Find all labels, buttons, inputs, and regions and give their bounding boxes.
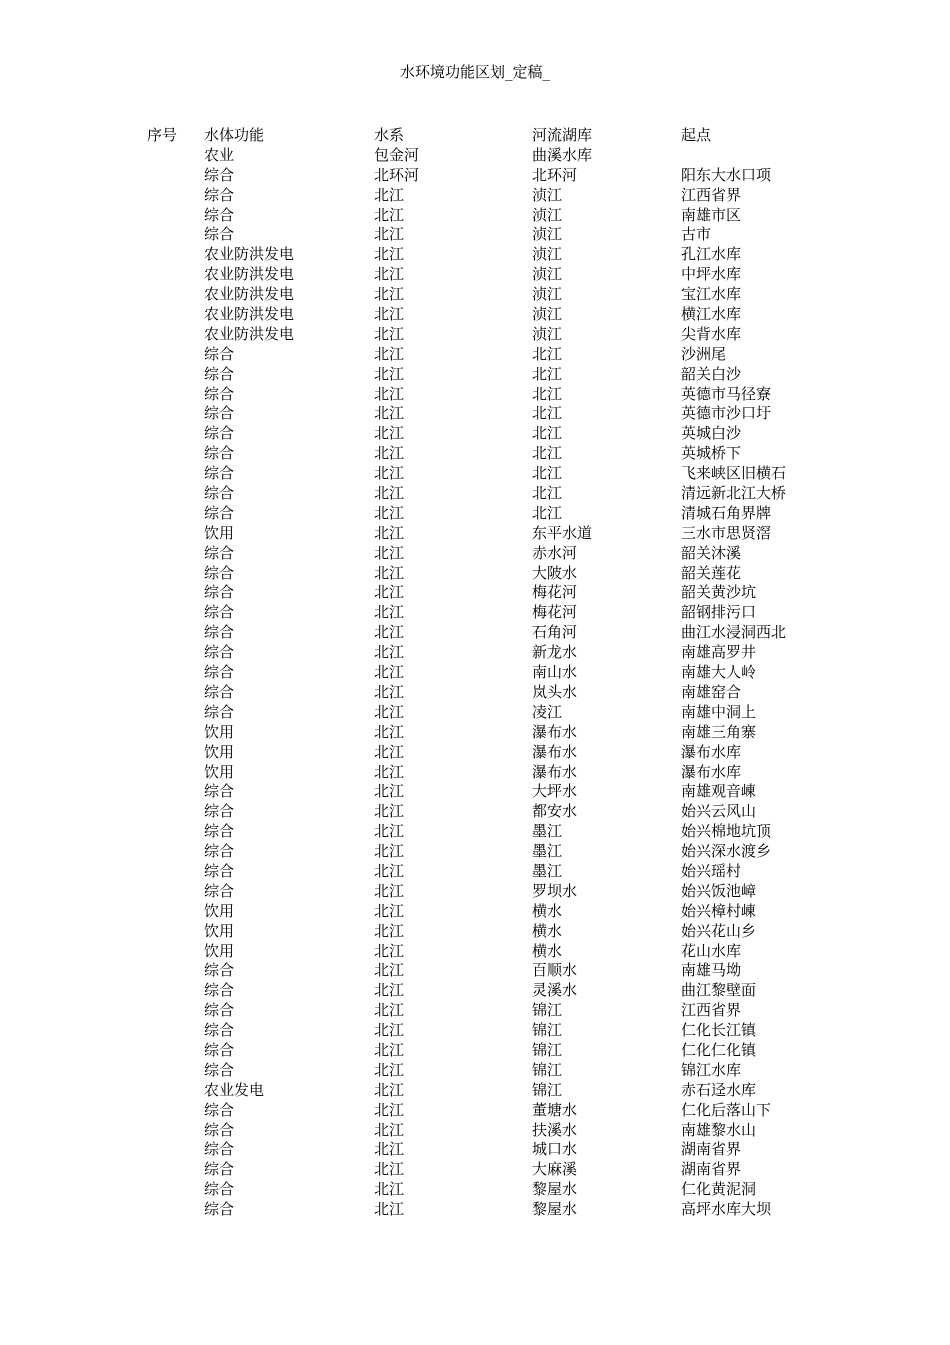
water-system-cell: 北江: [374, 563, 405, 582]
water-function-cell: 综合: [204, 583, 235, 602]
water-function-table: [0, 126, 950, 1220]
table-row: [0, 822, 950, 842]
start-point-cell: 南雄三角寨: [681, 722, 757, 741]
water-function-cell: 综合: [204, 782, 235, 801]
river-lake-reservoir-cell: 灵溪水: [532, 981, 578, 1000]
water-system-cell: 北江: [374, 782, 405, 801]
water-function-cell: 综合: [204, 1001, 235, 1020]
water-function-cell: 综合: [204, 881, 235, 900]
table-row: [0, 385, 950, 405]
water-function-cell: 综合: [204, 225, 235, 244]
table-row: [0, 424, 950, 444]
start-point-cell: 英德市马径寮: [681, 384, 772, 403]
table-row: [0, 763, 950, 783]
river-lake-reservoir-cell: 梅花河: [532, 583, 578, 602]
table-row: [0, 1160, 950, 1180]
start-point-cell: 瀑布水库: [681, 762, 742, 781]
river-lake-reservoir-cell: 锦江: [532, 1060, 563, 1079]
start-point-cell: 韶关莲花: [681, 563, 742, 582]
water-system-cell: 北江: [374, 205, 405, 224]
header-water-system: 水系: [374, 126, 405, 144]
start-point-cell: 中坪水库: [681, 265, 742, 284]
start-point-cell: 仁化长江镇: [681, 1021, 757, 1040]
water-function-cell: 综合: [204, 822, 235, 841]
water-function-cell: 综合: [204, 981, 235, 1000]
table-row: [0, 1180, 950, 1200]
start-point-cell: 孔江水库: [681, 245, 742, 264]
water-function-cell: 农业防洪发电: [204, 285, 295, 304]
river-lake-reservoir-cell: 北江: [532, 503, 563, 522]
table-row: [0, 305, 950, 325]
river-lake-reservoir-cell: 横水: [532, 901, 563, 920]
start-point-cell: 始兴饭池嶂: [681, 881, 757, 900]
water-function-cell: 综合: [204, 503, 235, 522]
table-row: [0, 564, 950, 584]
river-lake-reservoir-cell: 南山水: [532, 663, 578, 682]
water-system-cell: 北江: [374, 285, 405, 304]
water-function-cell: 农业防洪发电: [204, 305, 295, 324]
start-point-cell: 古市: [681, 225, 712, 244]
start-point-cell: 曲江水浸洞西北: [681, 623, 787, 642]
water-function-cell: 饮用: [204, 941, 235, 960]
water-function-cell: 饮用: [204, 523, 235, 542]
water-system-cell: 北江: [374, 583, 405, 602]
water-system-cell: 北江: [374, 1140, 405, 1159]
water-function-cell: 饮用: [204, 742, 235, 761]
water-system-cell: 北江: [374, 921, 405, 940]
water-system-cell: 北江: [374, 842, 405, 861]
start-point-cell: 仁化后落山下: [681, 1100, 772, 1119]
table-row: [0, 922, 950, 942]
table-row: [0, 1101, 950, 1121]
water-system-cell: 北江: [374, 1040, 405, 1059]
start-point-cell: 南雄马坳: [681, 961, 742, 980]
river-lake-reservoir-cell: 浈江: [532, 305, 563, 324]
water-function-cell: 综合: [204, 563, 235, 582]
start-point-cell: 仁化黄泥洞: [681, 1180, 757, 1199]
start-point-cell: 南雄观音崠: [681, 782, 757, 801]
water-system-cell: 北江: [374, 523, 405, 542]
water-function-cell: 农业发电: [204, 1080, 265, 1099]
water-system-cell: 北江: [374, 981, 405, 1000]
water-system-cell: 北江: [374, 623, 405, 642]
start-point-cell: 曲江黎壁面: [681, 981, 757, 1000]
water-function-cell: 综合: [204, 1200, 235, 1219]
start-point-cell: 飞来峡区旧横石: [681, 464, 787, 483]
start-point-cell: 始兴棉地坑顶: [681, 822, 772, 841]
water-function-cell: 综合: [204, 384, 235, 403]
water-system-cell: 北江: [374, 324, 405, 343]
water-system-cell: 北江: [374, 1001, 405, 1020]
river-lake-reservoir-cell: 横水: [532, 941, 563, 960]
water-system-cell: 北江: [374, 305, 405, 324]
start-point-cell: 始兴深水渡乡: [681, 842, 772, 861]
table-row: [0, 802, 950, 822]
start-point-cell: 英德市沙口圩: [681, 404, 772, 423]
water-function-cell: 农业防洪发电: [204, 265, 295, 284]
start-point-cell: 湖南省界: [681, 1140, 742, 1159]
water-function-cell: 综合: [204, 543, 235, 562]
river-lake-reservoir-cell: 凌江: [532, 702, 563, 721]
water-function-cell: 综合: [204, 702, 235, 721]
table-row: [0, 1200, 950, 1220]
start-point-cell: 英城白沙: [681, 424, 742, 443]
water-function-cell: 综合: [204, 1160, 235, 1179]
river-lake-reservoir-cell: 瀑布水: [532, 742, 578, 761]
table-row: [0, 723, 950, 743]
start-point-cell: 清远新北江大桥: [681, 484, 787, 503]
water-system-cell: 北江: [374, 364, 405, 383]
water-system-cell: 北江: [374, 702, 405, 721]
river-lake-reservoir-cell: 扶溪水: [532, 1120, 578, 1139]
water-function-cell: 综合: [204, 1021, 235, 1040]
water-system-cell: 北江: [374, 881, 405, 900]
table-row: [0, 1081, 950, 1101]
table-row: [0, 444, 950, 464]
table-row: [0, 285, 950, 305]
water-function-cell: 综合: [204, 185, 235, 204]
river-lake-reservoir-cell: 锦江: [532, 1001, 563, 1020]
water-function-cell: 综合: [204, 165, 235, 184]
river-lake-reservoir-cell: 浈江: [532, 324, 563, 343]
start-point-cell: 尖背水库: [681, 324, 742, 343]
water-function-cell: 综合: [204, 1180, 235, 1199]
water-function-cell: 综合: [204, 842, 235, 861]
river-lake-reservoir-cell: 赤水河: [532, 543, 578, 562]
water-function-cell: 综合: [204, 861, 235, 880]
water-system-cell: 北江: [374, 722, 405, 741]
river-lake-reservoir-cell: 大麻溪: [532, 1160, 578, 1179]
river-lake-reservoir-cell: 北江: [532, 444, 563, 463]
water-system-cell: 北江: [374, 682, 405, 701]
water-system-cell: 北江: [374, 404, 405, 423]
start-point-cell: 三水市思贤滘: [681, 523, 772, 542]
river-lake-reservoir-cell: 北江: [532, 424, 563, 443]
start-point-cell: 赤石迳水库: [681, 1080, 757, 1099]
table-row: [0, 683, 950, 703]
table-row: [0, 1021, 950, 1041]
river-lake-reservoir-cell: 浈江: [532, 265, 563, 284]
river-lake-reservoir-cell: 罗坝水: [532, 881, 578, 900]
water-system-cell: 北江: [374, 762, 405, 781]
water-function-cell: 饮用: [204, 762, 235, 781]
river-lake-reservoir-cell: 锦江: [532, 1080, 563, 1099]
start-point-cell: 高坪水库大坝: [681, 1200, 772, 1219]
table-row: [0, 504, 950, 524]
water-function-cell: 综合: [204, 1120, 235, 1139]
header-start-point: 起点: [681, 126, 712, 144]
table-row: [0, 663, 950, 683]
river-lake-reservoir-cell: 大陂水: [532, 563, 578, 582]
river-lake-reservoir-cell: 黎屋水: [532, 1200, 578, 1219]
header-serial-number: 序号: [147, 126, 178, 144]
water-function-cell: 饮用: [204, 921, 235, 940]
water-system-cell: 北江: [374, 861, 405, 880]
water-function-cell: 综合: [204, 603, 235, 622]
table-row: [0, 325, 950, 345]
start-point-cell: 锦江水库: [681, 1060, 742, 1079]
river-lake-reservoir-cell: 锦江: [532, 1021, 563, 1040]
start-point-cell: 英城桥下: [681, 444, 742, 463]
water-system-cell: 北江: [374, 265, 405, 284]
water-function-cell: 农业: [204, 145, 235, 164]
table-row: [0, 961, 950, 981]
table-row: [0, 942, 950, 962]
water-function-cell: 综合: [204, 1060, 235, 1079]
start-point-cell: 江西省界: [681, 1001, 742, 1020]
table-row: [0, 484, 950, 504]
page-title: 水环境功能区划_定稿_: [399, 63, 550, 81]
water-system-cell: 北江: [374, 543, 405, 562]
start-point-cell: 江西省界: [681, 185, 742, 204]
water-system-cell: 北江: [374, 484, 405, 503]
table-row: [0, 623, 950, 643]
table-row: [0, 245, 950, 265]
table-row: [0, 1041, 950, 1061]
river-lake-reservoir-cell: 北江: [532, 344, 563, 363]
water-system-cell: 北江: [374, 742, 405, 761]
water-function-cell: 综合: [204, 682, 235, 701]
table-row: [0, 703, 950, 723]
water-system-cell: 北江: [374, 663, 405, 682]
water-system-cell: 北江: [374, 822, 405, 841]
water-system-cell: 北江: [374, 1021, 405, 1040]
water-system-cell: 北江: [374, 802, 405, 821]
water-system-cell: 北江: [374, 1180, 405, 1199]
table-row: [0, 365, 950, 385]
water-function-cell: 综合: [204, 1100, 235, 1119]
table-row: [0, 1140, 950, 1160]
water-function-cell: 综合: [204, 1140, 235, 1159]
water-system-cell: 北江: [374, 424, 405, 443]
water-system-cell: 包金河: [374, 145, 420, 164]
table-row: [0, 902, 950, 922]
start-point-cell: 仁化仁化镇: [681, 1040, 757, 1059]
start-point-cell: 南雄中洞上: [681, 702, 757, 721]
start-point-cell: 南雄大人岭: [681, 663, 757, 682]
start-point-cell: 南雄市区: [681, 205, 742, 224]
start-point-cell: 清城石角界牌: [681, 503, 772, 522]
water-function-cell: 综合: [204, 623, 235, 642]
river-lake-reservoir-cell: 北江: [532, 384, 563, 403]
table-row: [0, 464, 950, 484]
table-row: [0, 186, 950, 206]
table-row: [0, 862, 950, 882]
water-system-cell: 北江: [374, 1120, 405, 1139]
water-function-cell: 饮用: [204, 901, 235, 920]
river-lake-reservoir-cell: 大坪水: [532, 782, 578, 801]
table-row: [0, 882, 950, 902]
start-point-cell: 韶关沐溪: [681, 543, 742, 562]
water-function-cell: 综合: [204, 484, 235, 503]
table-row: [0, 1061, 950, 1081]
start-point-cell: 瀑布水库: [681, 742, 742, 761]
table-row: [0, 782, 950, 802]
start-point-cell: 始兴樟村崠: [681, 901, 757, 920]
water-system-cell: 北江: [374, 503, 405, 522]
water-function-cell: 农业防洪发电: [204, 324, 295, 343]
river-lake-reservoir-cell: 北江: [532, 364, 563, 383]
water-system-cell: 北江: [374, 1080, 405, 1099]
river-lake-reservoir-cell: 浈江: [532, 225, 563, 244]
water-function-cell: 综合: [204, 424, 235, 443]
table-row: [0, 643, 950, 663]
start-point-cell: 沙洲尾: [681, 344, 727, 363]
start-point-cell: 韶关黄沙坑: [681, 583, 757, 602]
water-function-cell: 综合: [204, 961, 235, 980]
water-system-cell: 北江: [374, 464, 405, 483]
table-row: [0, 225, 950, 245]
water-system-cell: 北江: [374, 444, 405, 463]
water-system-cell: 北江: [374, 1200, 405, 1219]
water-system-cell: 北环河: [374, 165, 420, 184]
river-lake-reservoir-cell: 浈江: [532, 205, 563, 224]
river-lake-reservoir-cell: 黎屋水: [532, 1180, 578, 1199]
river-lake-reservoir-cell: 锦江: [532, 1040, 563, 1059]
table-row: [0, 583, 950, 603]
river-lake-reservoir-cell: 北江: [532, 464, 563, 483]
table-row: [0, 544, 950, 564]
start-point-cell: 横江水库: [681, 305, 742, 324]
water-system-cell: 北江: [374, 961, 405, 980]
river-lake-reservoir-cell: 墨江: [532, 861, 563, 880]
table-row: [0, 842, 950, 862]
table-row: [0, 603, 950, 623]
start-point-cell: 南雄窑合: [681, 682, 742, 701]
table-row: [0, 1121, 950, 1141]
table-row: [0, 345, 950, 365]
start-point-cell: 湖南省界: [681, 1160, 742, 1179]
water-system-cell: 北江: [374, 643, 405, 662]
water-system-cell: 北江: [374, 1100, 405, 1119]
river-lake-reservoir-cell: 石角河: [532, 623, 578, 642]
table-row: [0, 265, 950, 285]
start-point-cell: 花山水库: [681, 941, 742, 960]
river-lake-reservoir-cell: 墨江: [532, 822, 563, 841]
water-function-cell: 综合: [204, 1040, 235, 1059]
water-function-cell: 综合: [204, 205, 235, 224]
river-lake-reservoir-cell: 新龙水: [532, 643, 578, 662]
header-river-lake-reservoir: 河流湖库: [532, 126, 593, 144]
river-lake-reservoir-cell: 横水: [532, 921, 563, 940]
water-function-cell: 综合: [204, 643, 235, 662]
river-lake-reservoir-cell: 北江: [532, 484, 563, 503]
river-lake-reservoir-cell: 城口水: [532, 1140, 578, 1159]
table-row: [0, 981, 950, 1001]
water-function-cell: 综合: [204, 802, 235, 821]
water-function-cell: 农业防洪发电: [204, 245, 295, 264]
river-lake-reservoir-cell: 董塘水: [532, 1100, 578, 1119]
river-lake-reservoir-cell: 墨江: [532, 842, 563, 861]
start-point-cell: 始兴云风山: [681, 802, 757, 821]
table-row: [0, 743, 950, 763]
water-system-cell: 北江: [374, 344, 405, 363]
start-point-cell: 南雄高罗井: [681, 643, 757, 662]
water-system-cell: 北江: [374, 1060, 405, 1079]
river-lake-reservoir-cell: 浈江: [532, 185, 563, 204]
river-lake-reservoir-cell: 百顺水: [532, 961, 578, 980]
table-header-row: [0, 126, 950, 146]
start-point-cell: 韶关白沙: [681, 364, 742, 383]
table-row: [0, 166, 950, 186]
table-row: [0, 206, 950, 226]
river-lake-reservoir-cell: 曲溪水库: [532, 145, 593, 164]
start-point-cell: 韶钢排污口: [681, 603, 757, 622]
river-lake-reservoir-cell: 浈江: [532, 245, 563, 264]
river-lake-reservoir-cell: 瀑布水: [532, 722, 578, 741]
water-system-cell: 北江: [374, 185, 405, 204]
water-system-cell: 北江: [374, 603, 405, 622]
water-system-cell: 北江: [374, 245, 405, 264]
table-row: [0, 1001, 950, 1021]
start-point-cell: 宝江水库: [681, 285, 742, 304]
water-function-cell: 综合: [204, 464, 235, 483]
water-system-cell: 北江: [374, 384, 405, 403]
start-point-cell: 始兴瑶村: [681, 861, 742, 880]
water-system-cell: 北江: [374, 1160, 405, 1179]
header-water-function: 水体功能: [204, 126, 265, 144]
river-lake-reservoir-cell: 北江: [532, 404, 563, 423]
river-lake-reservoir-cell: 东平水道: [532, 523, 593, 542]
river-lake-reservoir-cell: 北环河: [532, 165, 578, 184]
water-function-cell: 综合: [204, 344, 235, 363]
water-function-cell: 综合: [204, 364, 235, 383]
start-point-cell: 阳东大水口项: [681, 165, 772, 184]
water-function-cell: 综合: [204, 663, 235, 682]
water-system-cell: 北江: [374, 225, 405, 244]
start-point-cell: 南雄黎水山: [681, 1120, 757, 1139]
water-function-cell: 饮用: [204, 722, 235, 741]
water-system-cell: 北江: [374, 941, 405, 960]
table-row: [0, 524, 950, 544]
river-lake-reservoir-cell: 梅花河: [532, 603, 578, 622]
river-lake-reservoir-cell: 浈江: [532, 285, 563, 304]
river-lake-reservoir-cell: 岚头水: [532, 682, 578, 701]
water-system-cell: 北江: [374, 901, 405, 920]
table-row: [0, 404, 950, 424]
water-function-cell: 综合: [204, 444, 235, 463]
river-lake-reservoir-cell: 瀑布水: [532, 762, 578, 781]
river-lake-reservoir-cell: 都安水: [532, 802, 578, 821]
table-row: [0, 146, 950, 166]
water-function-cell: 综合: [204, 404, 235, 423]
start-point-cell: 始兴花山乡: [681, 921, 757, 940]
